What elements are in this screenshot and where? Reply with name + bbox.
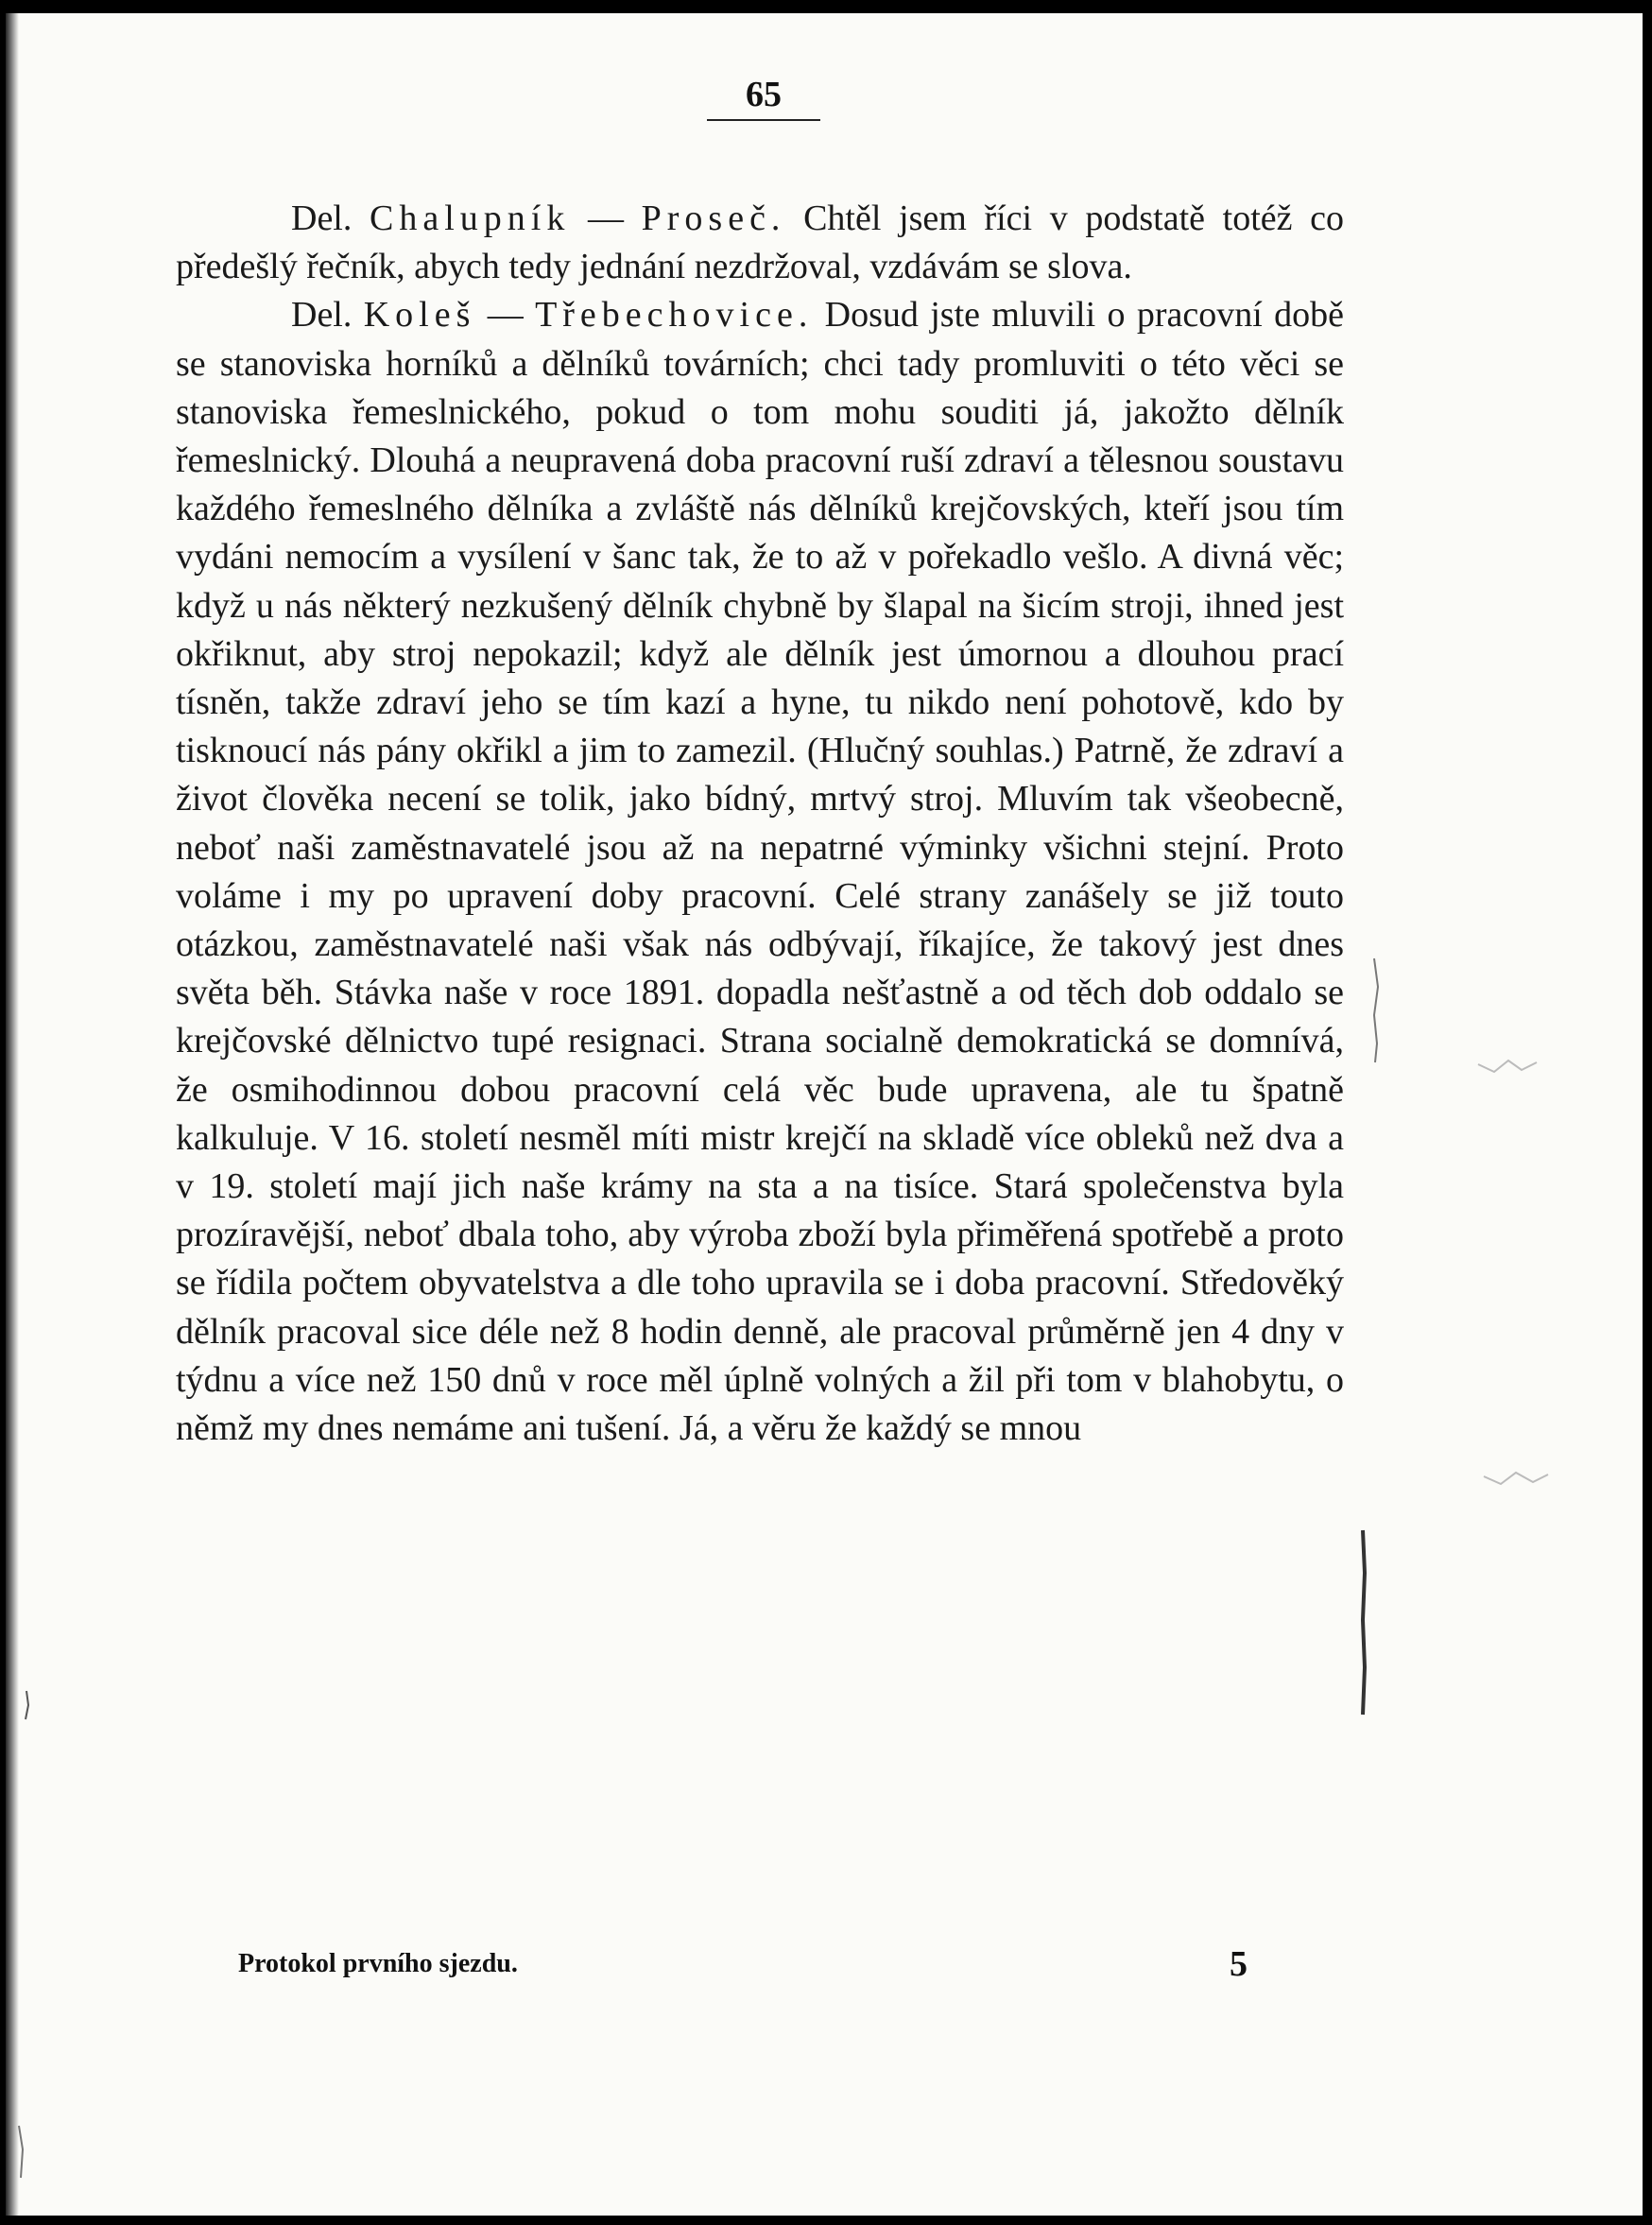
page-number: 65 — [746, 75, 782, 114]
binding-mark — [19, 2126, 23, 2178]
margin-line-mark — [1374, 958, 1378, 1062]
margin-bracket-mark — [1363, 1530, 1365, 1715]
speaker-prefix: Del. — [291, 198, 353, 238]
binding-shadow — [6, 13, 19, 2216]
pencil-note-mark — [1484, 1473, 1548, 1484]
speaker-dash: — — [487, 295, 524, 336]
speaker-name: Chalupník — [370, 198, 571, 238]
page-body — [176, 195, 1344, 1453]
binding-mark — [26, 1691, 28, 1719]
pencil-note-mark — [1478, 1061, 1537, 1072]
speaker-prefix: Del. — [291, 295, 353, 336]
speaker-name: Koleš — [363, 295, 476, 336]
speaker-place: Proseč. — [641, 198, 786, 238]
paragraph-text: Dosud jste mluvili o pracovní době se stanoviska horníků a dělníků továrních; chci tady promluviti o této věci se stanoviska řemeslnického, pokud o tom mohu souditi já, jakožto dělník řemeslnický. Dlouhá a neupravená doba pracovní ruší zdraví a tělesnou soustavu každého řemeslného dělníka a zvláště nás dělníků krejčovských, kteří jsou tím vydáni nemocím a vysílení v šanc tak, že to až v pořekadlo vešlo. A divná věc; když u nás některý nezkušený dělník chybně by šlapal na šicím stroji, ihned jest okřiknut, aby stroj nepokazil; když ale dělník jest úmornou a dlouhou prací tísněn, takže zdraví jeho se tím kazí a hyne, tu nikdo není pohotově, kdo by tisknoucí nás pány okřikl a jim to zamezil. (Hlučný souhlas.) Patrně, že zdraví a život člověka necení se tolik, jako bídný, mrtvý stroj. Mluvím tak všeobecně, neboť naši zaměstnavatelé jsou až na nepatrné výminky všichni stejní. Proto voláme i my po upravení doby pracovní. Celé strany zanášely se již touto otázkou, zaměstnavatelé naši však nás odbývají, říkajíce, že takový jest dnes světa běh. Stávka naše v roce 1891. dopadla nešťastně a od těch dob oddalo se krejčovské dělnictvo tupé resignaci. Strana socialně demokratická se domnívá, že osmihodinnou dobou pracovní celá věc bude upravena, ale tu špatně kalkuluje. V 16. století nesměl míti mistr krejčí na skladě více obleků než dva a v 19. století mají jich naše krámy na sta a na tisíce. Stará společenstva byla prozíravější, neboť dbala toho, aby výroba zboží byla přiměřená spotřebě a proto se řídila počtem obyvatelstva a dle toho upravila se i doba pracovní. Středověký dělník pracoval sice déle než 8 hodin denně, ale pracoval průměrně jen 4 dny v týdnu a více než 150 dnů v roce měl úplně volných a žil při tom v blahobytu, o němž my dnes nemáme ani tušení. Já, a věru že každý se mnou — [176, 295, 1344, 1449]
footer-title: Protokol prvního sjezdu. — [238, 1949, 518, 1978]
document-page — [6, 13, 1643, 2216]
page-number-underline — [707, 119, 820, 121]
signature-mark: 5 — [1230, 1944, 1248, 1984]
page-footer — [238, 1943, 1334, 1991]
paragraph-text: Chtěl jsem říci v podstatě totéž co předešlý řečník, abych tedy jednání nezdržoval, vzdávám se slova. — [176, 198, 1344, 287]
paragraph-koles — [176, 291, 1344, 1453]
paragraph-chalupnik — [176, 195, 1344, 291]
speaker-dash: — — [587, 198, 624, 238]
speaker-place: Třebechovice. — [535, 295, 814, 336]
